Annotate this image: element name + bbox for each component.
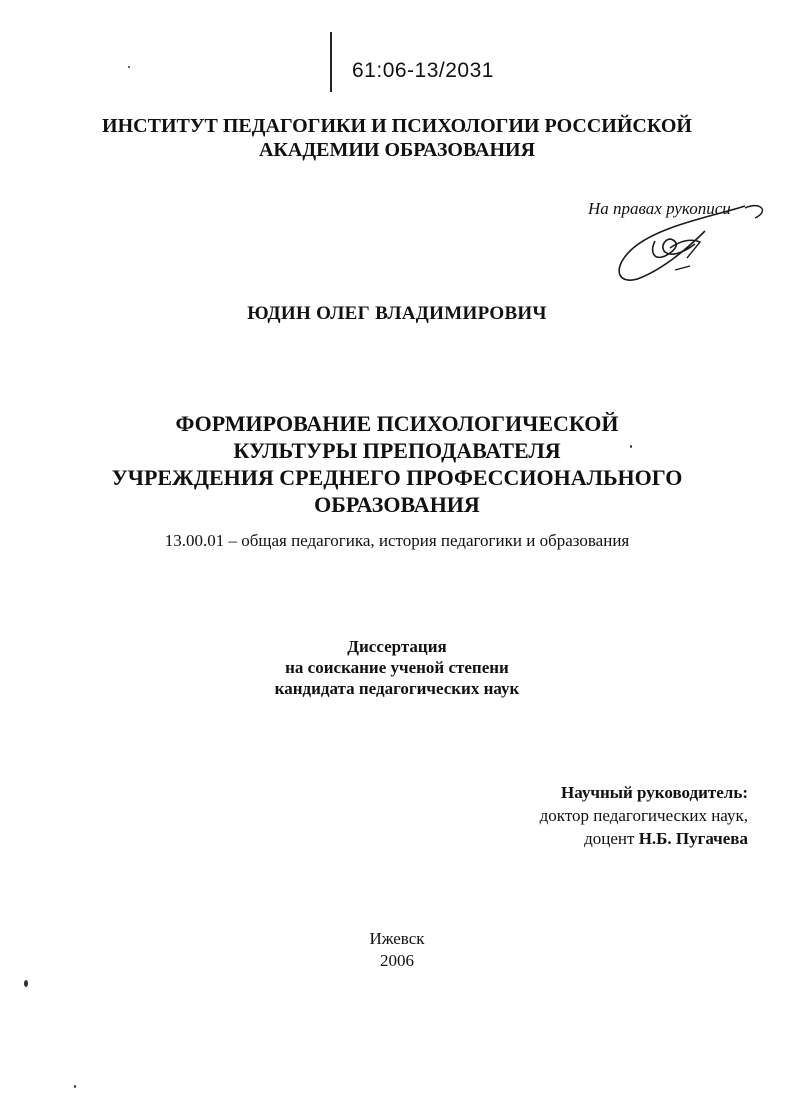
year: 2006 xyxy=(380,951,414,970)
handwritten-signature xyxy=(595,196,775,296)
thesis-line-3: кандидата педагогических наук xyxy=(274,679,520,698)
archive-code: 61:06-13/2031 xyxy=(352,59,494,82)
supervisor-degree: доктор педагогических наук, xyxy=(539,806,748,825)
thesis-line-2: на соискание ученой степени xyxy=(285,658,509,677)
institute-line-2: АКАДЕМИИ ОБРАЗОВАНИЯ xyxy=(258,139,536,161)
city: Ижевск xyxy=(369,929,425,948)
institute-name xyxy=(0,114,794,162)
footer xyxy=(0,928,794,972)
scan-speck xyxy=(74,1085,76,1088)
thesis-type xyxy=(0,636,794,699)
title-line-1: ФОРМИРОВАНИЕ ПСИХОЛОГИЧЕСКОЙ xyxy=(175,411,619,436)
scan-speck xyxy=(128,66,130,68)
supervisor-name: Н.Б. Пугачева xyxy=(638,829,748,848)
scan-mark xyxy=(24,980,28,987)
thesis-line-1: Диссертация xyxy=(347,637,447,656)
author-name: ЮДИН ОЛЕГ ВЛАДИМИРОВИЧ xyxy=(247,303,547,324)
supervisor-rank-name xyxy=(540,827,748,850)
dissertation-title xyxy=(0,410,794,518)
supervisor-rank: доцент xyxy=(584,829,635,848)
supervisor-block xyxy=(540,781,748,850)
title-line-2: КУЛЬТУРЫ ПРЕПОДАВАТЕЛЯ xyxy=(233,438,561,463)
archive-margin-line xyxy=(330,32,332,92)
title-line-4: ОБРАЗОВАНИЯ xyxy=(314,492,480,517)
specialty-code: 13.00.01 – общая педагогика, история педагогики и образования xyxy=(164,531,630,550)
supervisor-heading: Научный руководитель: xyxy=(561,783,748,802)
scan-speck xyxy=(630,445,632,448)
manuscript-note: На правах рукописи xyxy=(588,199,731,218)
title-line-3: УЧРЕЖДЕНИЯ СРЕДНЕГО ПРОФЕССИОНАЛЬНОГО xyxy=(111,465,683,490)
institute-line-1: ИНСТИТУТ ПЕДАГОГИКИ И ПСИХОЛОГИИ РОССИЙСКОЙ xyxy=(102,115,692,137)
